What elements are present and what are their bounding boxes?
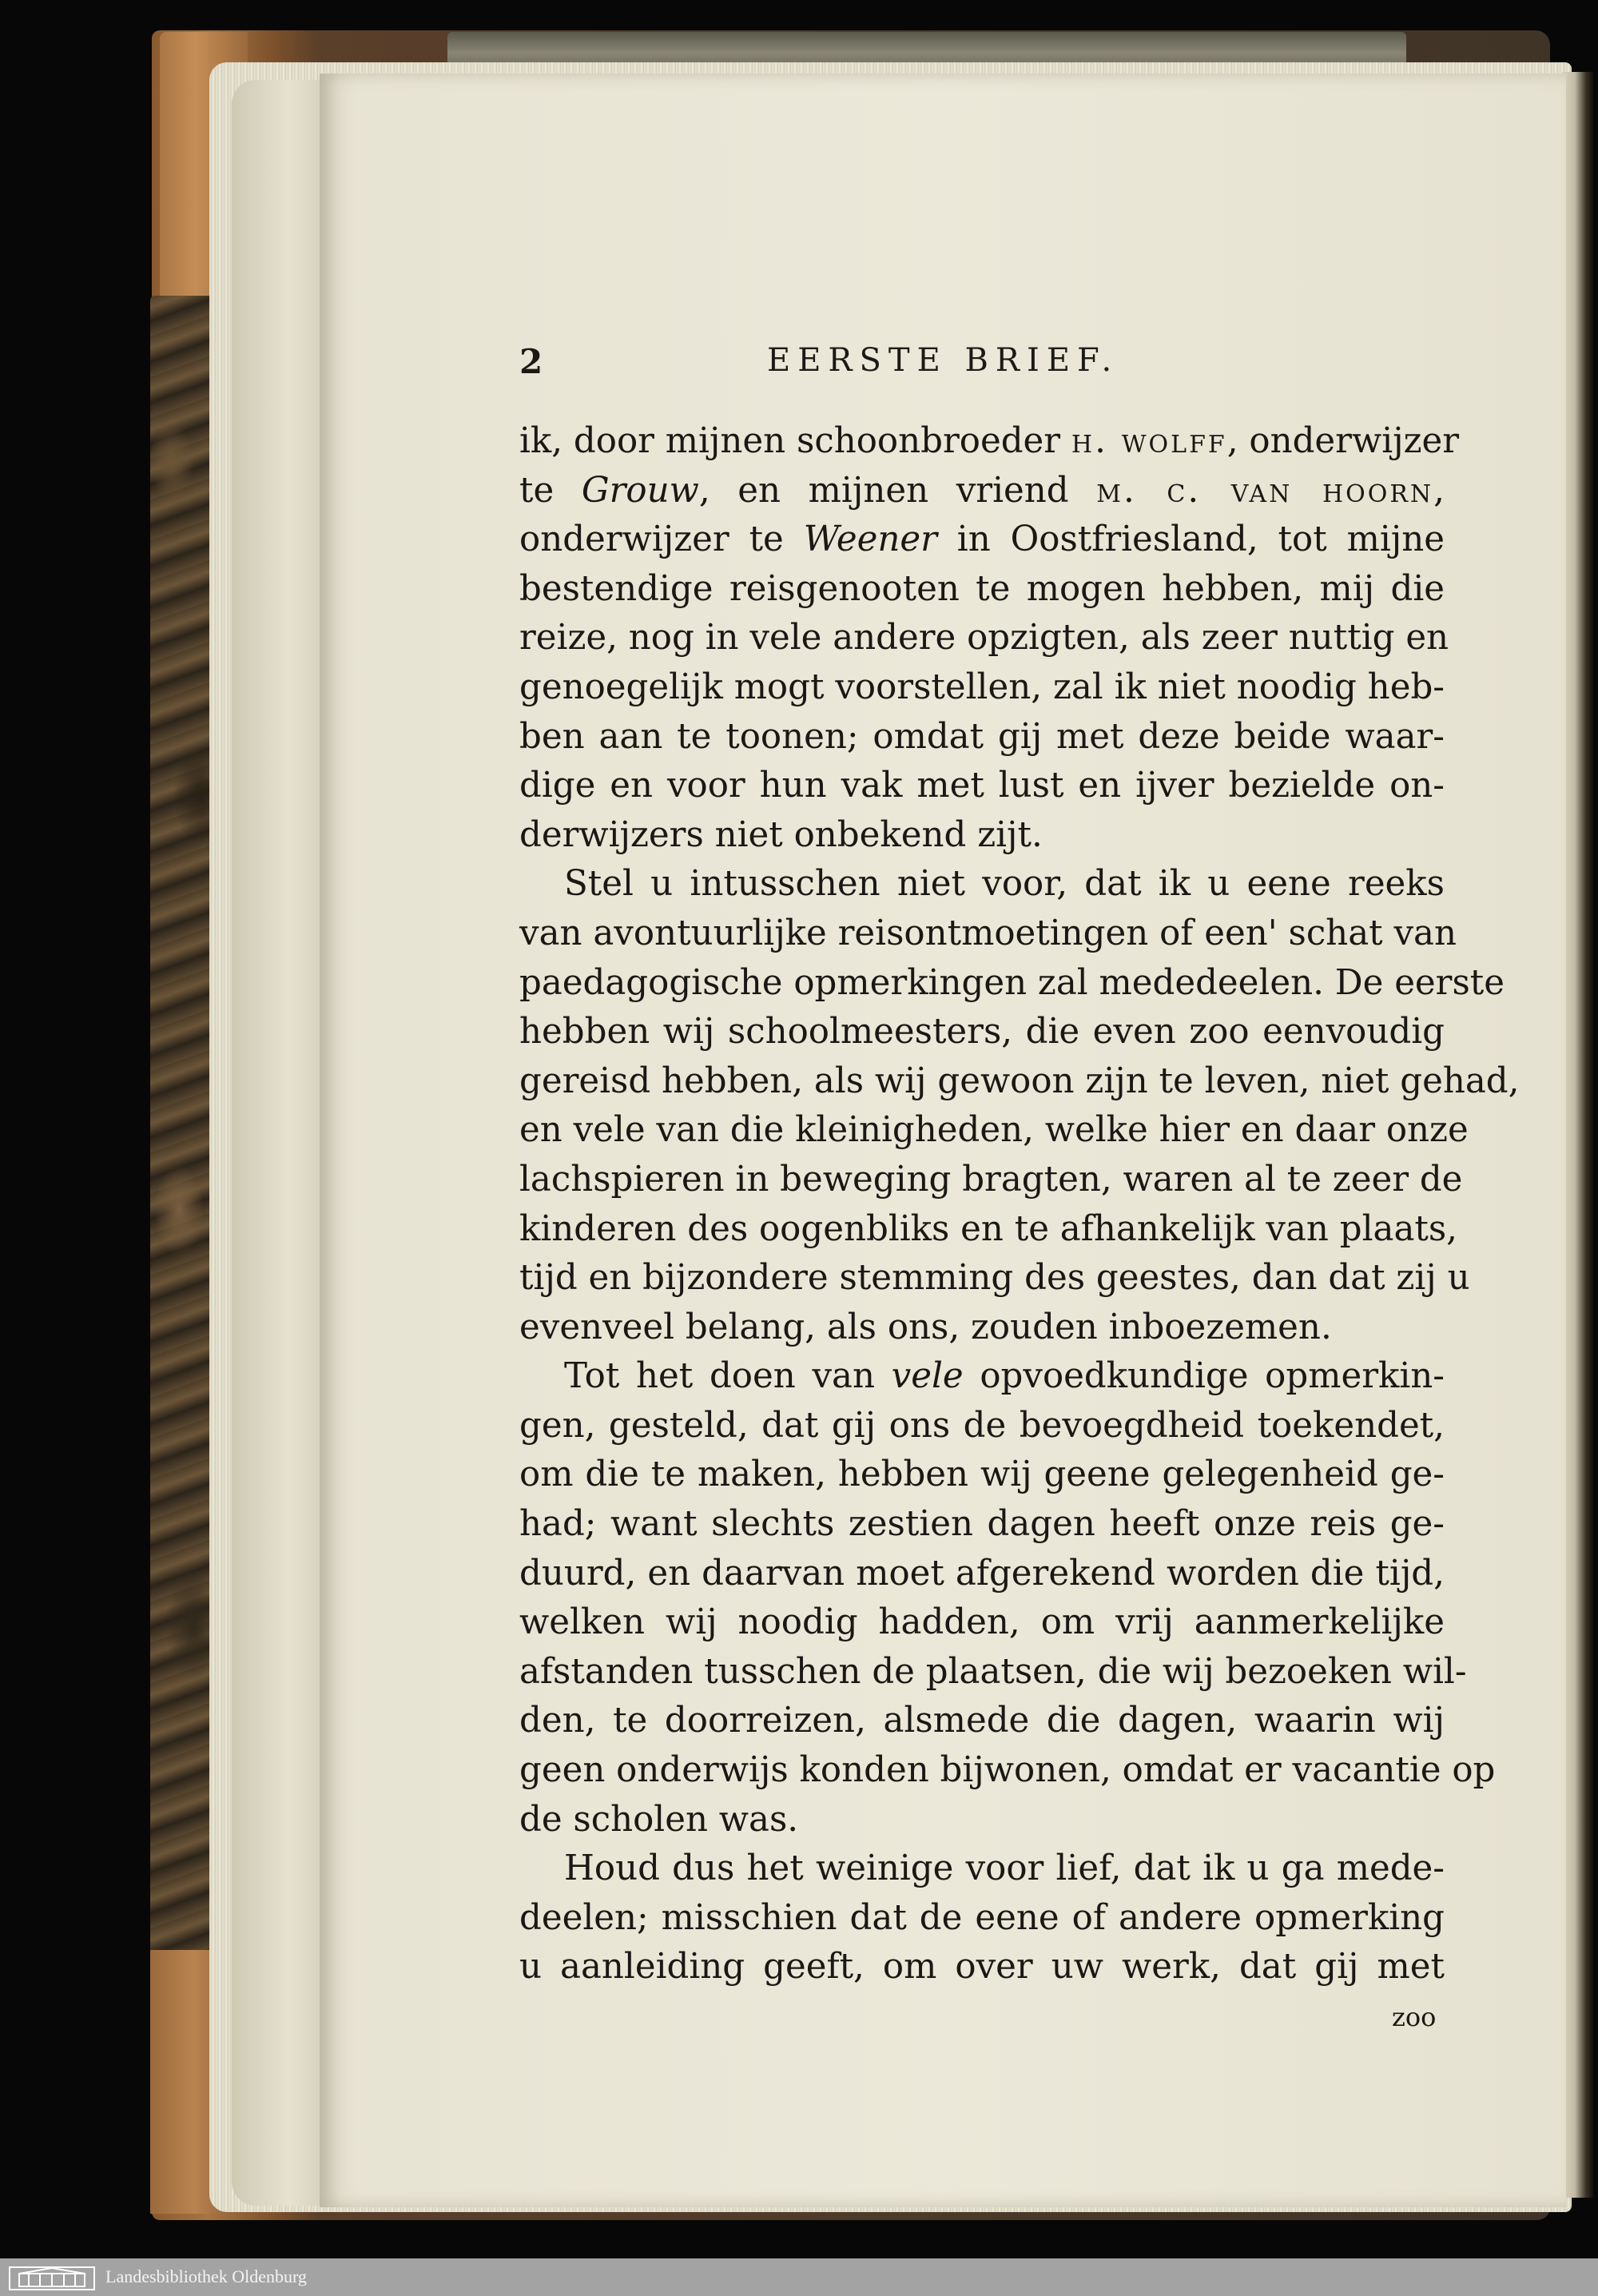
text-line: welken wij noodig hadden, om vrij aanmerkelijke [519, 1602, 1445, 1643]
text-line: bestendige reisgenooten te mogen hebben, mij die [519, 568, 1445, 609]
place-name: Grouw [581, 470, 699, 511]
text-line: te Grouw, en mijnen vriend m. c. van hoorn, [519, 470, 1445, 511]
text-line: reize, nog in vele andere opzigten, als zeer nuttig en [519, 618, 1449, 659]
text-line: Stel u intusschen niet voor, dat ik u eene reeks [564, 864, 1445, 905]
text-line: derwijzers niet onbekend zijt. [519, 814, 1043, 855]
text-line: hebben wij schoolmeesters, die even zoo eenvoudig [519, 1012, 1445, 1052]
text-line: tijd en bijzondere stemming des geestes, dan dat zij u [519, 1258, 1470, 1299]
text-line: kinderen des oogenbliks en te afhankelijk van plaats, [519, 1208, 1458, 1249]
text-line: en vele van die kleinigheden, welke hier en daar onze [519, 1110, 1469, 1151]
page-number: 2 [519, 342, 543, 381]
text-line: de scholen was. [519, 1799, 799, 1840]
text-line: lachspieren in beweging bragten, waren al te zeer de [519, 1159, 1463, 1200]
text-line: geen onderwijs konden bijwonen, omdat er vacantie op [519, 1750, 1496, 1791]
text-line: paedagogische opmerkingen zal mededeelen. De eerste [519, 962, 1505, 1003]
text-line: van avontuurlijke reisontmoetingen of een' schat van [519, 913, 1457, 953]
place-name: Weener [803, 519, 937, 560]
text-line: u aanleiding geeft, om over uw werk, dat gij met [519, 1947, 1445, 1988]
library-name[interactable]: Landesbibliothek Oldenburg [105, 2266, 307, 2286]
emphasis: vele [891, 1356, 964, 1397]
catchword: zoo [1392, 2002, 1437, 2032]
text-line: genoegelijk mogt voorstellen, zal ik niet noodig heb- [519, 667, 1445, 707]
text-line: dige en voor hun vak met lust en ijver bezielde on- [519, 766, 1445, 806]
text-line: Tot het doen van vele opvoedkundige opmerkin- [564, 1356, 1445, 1397]
text-line: duurd, en daarvan moet afgerekend worden die tijd, [519, 1553, 1445, 1594]
book-page [320, 74, 1566, 2207]
text-line: den, te doorreizen, alsmede die dagen, waarin wij [519, 1701, 1445, 1741]
text-line: gereisd hebben, als wij gewoon zijn te leven, niet gehad, [519, 1060, 1520, 1101]
text-line: deelen; misschien dat de eene of andere opmerking [519, 1897, 1445, 1938]
text-line: evenveel belang, als ons, zouden inboezemen. [519, 1307, 1332, 1347]
person-name: m. c. van hoorn [1096, 470, 1434, 511]
library-building-icon [8, 2264, 96, 2291]
person-name: h. wolff [1071, 421, 1227, 461]
page-gutter-curl [232, 80, 328, 2206]
text-line: Houd dus het weinige voor lief, dat ik u ga mede- [564, 1848, 1445, 1889]
text-line: gen, gesteld, dat gij ons de bevoegdheid toekendet, [519, 1405, 1445, 1446]
right-page-edge [1562, 72, 1594, 2198]
text-line: had; want slechts zestien dagen heeft onze reis ge- [519, 1504, 1445, 1545]
text-line: afstanden tusschen de plaatsen, die wij bezoeken wil- [519, 1651, 1467, 1692]
text-line: onderwijzer te Weener in Oostfriesland, tot mijne [519, 519, 1445, 560]
body-text [519, 417, 1520, 1992]
text-line: om die te maken, hebben wij geene gelegenheid ge- [519, 1454, 1445, 1495]
running-title: EERSTE BRIEF. [767, 342, 1119, 379]
text-line: ik, door mijnen schoonbroeder h. wolff, onderwijzer [519, 421, 1460, 461]
text-line: ben aan te toonen; omdat gij met deze beide waar- [519, 716, 1445, 757]
page-header [320, 342, 1566, 390]
